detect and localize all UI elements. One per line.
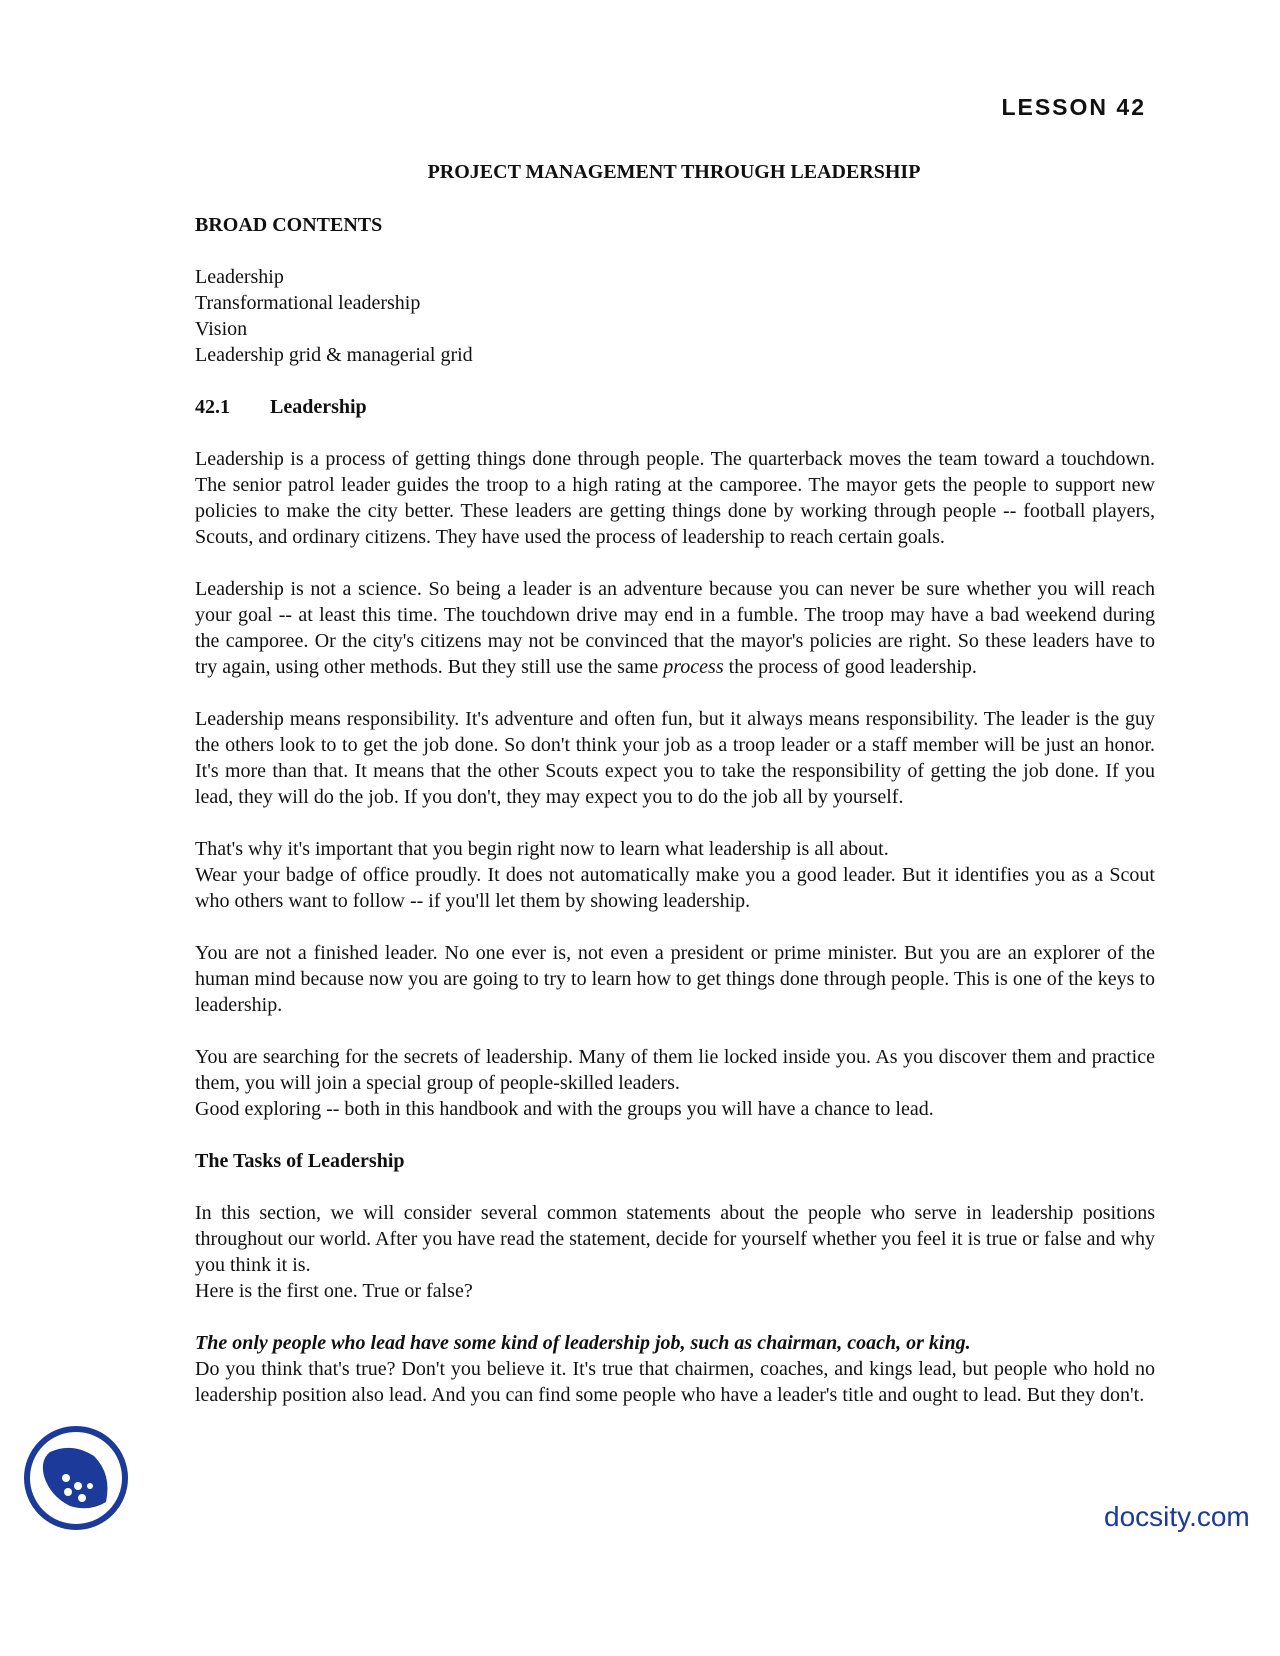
docsity-logo-icon (22, 1424, 130, 1532)
list-item: Leadership grid & managerial grid (195, 344, 473, 366)
broad-contents-heading: BROAD CONTENTS (195, 214, 383, 236)
paragraph: Good exploring -- both in this handbook and with the groups you will have a chance to lead. (195, 1098, 934, 1120)
paragraph: Wear your badge of office proudly. It does not automatically make you a good leader. But it identifies you as a Scout who others want to follow -- if you'll let them by showing leadership. (195, 864, 1155, 912)
lesson-label: LESSON 42 (1001, 94, 1146, 120)
paragraph: Leadership means responsibility. It's adventure and often fun, but it always means responsibility. The leader is the guy the others look to to get the job done. So don't think your job as a troop leader or a staff member will be just an honor. It's more than that. It means that the other Scouts expect you to take the responsibility of getting the job done. If you lead, they will do the job. If you don't, they may expect you to do the job all by yourself. (195, 708, 1155, 808)
statement: The only people who lead have some kind of leadership job, such as chairman, coach, or king. (195, 1332, 971, 1354)
paragraph: Do you think that's true? Don't you believe it. It's true that chairmen, coaches, and kings lead, but people who hold no leadership position also lead. And you can find some people who have a leader's title and ought to lead. But they don't. (195, 1358, 1155, 1406)
paragraph: That's why it's important that you begin right now to learn what leadership is all about. (195, 838, 889, 860)
paragraph: In this section, we will consider several common statements about the people who serve in leadership positions throughout our world. After you have read the statement, decide for yourself whether you feel it is true or false and why you think it is. (195, 1202, 1155, 1276)
emphasis: process (663, 656, 724, 678)
section-number: 42.1 (195, 396, 230, 418)
tasks-heading: The Tasks of Leadership (195, 1150, 405, 1172)
section-heading (195, 394, 1155, 420)
docsity-brand[interactable]: docsity.com (1104, 1501, 1250, 1532)
paragraph: Here is the first one. True or false? (195, 1280, 473, 1302)
list-item: Leadership (195, 266, 284, 288)
paragraph: Leadership is not a science. So being a leader is an adventure because you can never be sure whether you will reach your goal -- at least this time. The touchdown drive may end in a fumble. The troop may have a bad weekend during the camporee. Or the city's citizens may not be convinced that the mayor's policies are right. So these leaders have to try again, using other methods. But they still use the same process the process of good leadership. (195, 578, 1155, 678)
paragraph: Leadership is a process of getting things done through people. The quarterback moves the team toward a touchdown. The senior patrol leader guides the troop to a high rating at the camporee. The mayor gets the people to support new policies to make the city better. These leaders are getting things done by working through people -- football players, Scouts, and ordinary citizens. They have used the process of leadership to reach certain goals. (195, 448, 1155, 548)
document-body (195, 212, 1155, 1434)
list-item: Transformational leadership (195, 292, 421, 314)
page-title: PROJECT MANAGEMENT THROUGH LEADERSHIP (427, 161, 921, 183)
section-title: Leadership (270, 396, 367, 418)
paragraph: You are not a finished leader. No one ever is, not even a president or prime minister. But you are an explorer of the human mind because now you are going to try to learn how to get things done through people. This is one of the keys to leadership. (195, 942, 1156, 1016)
list-item: Vision (195, 318, 248, 340)
paragraph: You are searching for the secrets of leadership. Many of them lie locked inside you. As you discover them and practice them, you will join a special group of people-skilled leaders. (195, 1046, 1155, 1094)
broad-contents-list (195, 264, 1155, 368)
